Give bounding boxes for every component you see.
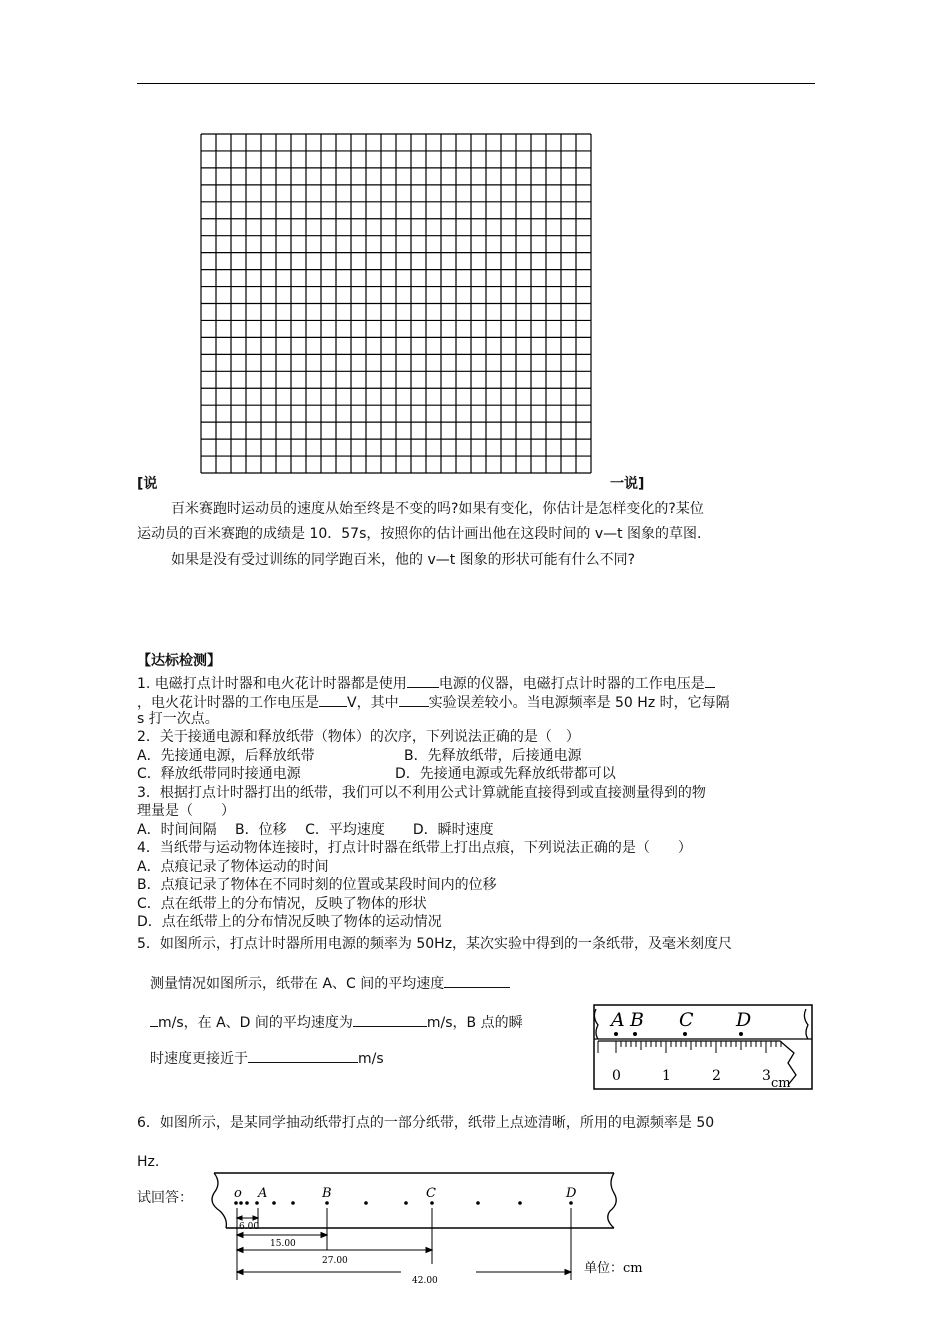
fig5-dot-c [683, 1032, 687, 1036]
section-title: 【达标检测】 [137, 653, 221, 669]
q5-text-b: m/s，在 A、D 间的平均速度为 [158, 1015, 353, 1031]
q1-line2 [137, 692, 730, 712]
q1-line3: s 打一次点。 [137, 711, 219, 727]
q1-text-a: 1. 电磁打点计时器和电火花计时器都是使用 [137, 676, 407, 692]
fig6-label-c: C [426, 1186, 436, 1201]
q2-stem: 2．关于接通电源和释放纸带（物体）的次序，下列说法正确的是（ ） [137, 729, 580, 745]
fig6-dim-27: 27.00 [322, 1256, 348, 1266]
q5-text-e: m/s [358, 1051, 384, 1067]
fig6-dim-42: 42.00 [412, 1276, 438, 1286]
fig6-tape-left-break [212, 1173, 226, 1228]
fig6-label-b: B [322, 1186, 332, 1201]
fig6-label-o: o [234, 1186, 242, 1201]
q2-option-b: B．先释放纸带，后接通电源 [404, 748, 582, 764]
q2-option-a: A．先接通电源，后释放纸带 [137, 748, 315, 764]
q2-option-c: C．释放纸带同时接通电源 [137, 766, 301, 782]
q6-line2: Hz. [137, 1154, 160, 1170]
q1-blank-4[interactable] [399, 692, 429, 707]
fig6-tape-right-break [608, 1173, 617, 1228]
q1-blank-1[interactable] [407, 673, 439, 688]
fig6-dim-15: 15.00 [270, 1239, 296, 1249]
para1-line2: 运动员的百米赛跑的成绩是 10．57s，按照你的估计画出他在这段时间的 v—t 图象的草图. [137, 526, 702, 542]
q1-text-b: 电源的仪器，电磁打点计时器的工作电压是 [438, 676, 705, 692]
q4-option-c: C．点在纸带上的分布情况，反映了物体的形状 [137, 896, 427, 912]
q1-text-e: 实验误差较小。当电源频率是 50 Hz 时，它每隔 [428, 695, 730, 711]
fig5-tick-0: 0 [612, 1068, 621, 1084]
fig6-label-a: A [258, 1186, 268, 1201]
q2-option-d: D．先接通电源或先释放纸带都可以 [395, 766, 616, 782]
fig5-label-c: C [679, 1009, 694, 1031]
fig5-label-d: D [736, 1009, 752, 1031]
q5-line2 [150, 1012, 523, 1032]
q4-option-b: B．点痕记录了物体在不同时刻的位置或某段时间内的位移 [137, 877, 497, 893]
fig6-dim-6: 6.00 [239, 1222, 260, 1232]
q6-line1: 6．如图所示，是某同学抽动纸带打点的一部分纸带，纸带上点迹清晰，所用的电源频率是 50 [137, 1115, 715, 1131]
header-rule [137, 83, 815, 84]
q5-line1 [150, 973, 510, 993]
fig5-dot-a [614, 1032, 618, 1036]
q3-options: A．时间间隔 B．位移 C．平均速度 D．瞬时速度 [137, 822, 494, 838]
q1-line1 [137, 673, 715, 693]
say-open: [说 [137, 476, 158, 492]
q1-blank-2[interactable] [705, 673, 715, 688]
q5-blank-3[interactable] [248, 1048, 358, 1063]
q5-text-d: 时速度更接近于 [150, 1051, 248, 1067]
fig5-dot-d [739, 1032, 743, 1036]
fig6-unit-label: 单位：cm [584, 1261, 643, 1276]
q3-stem-2: 理量是（ ） [137, 803, 235, 819]
q1-text-c: ，电火花计时器的工作电压是 [137, 695, 319, 711]
q1-blank-3[interactable] [319, 692, 347, 707]
q4-option-d: D．点在纸带上的分布情况反映了物体的运动情况 [137, 914, 442, 930]
fig5-tick-2: 2 [712, 1068, 721, 1084]
q5-line3 [150, 1048, 384, 1068]
say-close: 一说] [610, 476, 645, 492]
fig5-tick-3: 3 [762, 1068, 771, 1084]
para2: 如果是没有受过训练的同学跑百米，他的 v—t 图象的形状可能有什么不同? [171, 552, 636, 568]
fig6-label-d: D [566, 1186, 577, 1201]
q5-blank-2[interactable] [353, 1012, 427, 1027]
q5-blank-1-cont[interactable] [150, 1012, 158, 1027]
fig6-dots [234, 1201, 573, 1205]
para1-line1: 百米赛跑时运动员的速度从始至终是不变的吗?如果有变化，你估计是怎样变化的?某位 [171, 501, 704, 517]
fig5-dot-b [633, 1032, 637, 1036]
q4-option-a: A．点痕记录了物体运动的时间 [137, 859, 329, 875]
q3-stem-1: 3．根据打点计时器打出的纸带，我们可以不利用公式计算就能直接得到或直接测量得到的物 [137, 785, 706, 801]
q6-line3: 试回答： [137, 1190, 193, 1206]
q1-text-d: V，其中 [347, 695, 399, 711]
q5-text-a: 测量情况如图所示，纸带在 A、C 间的平均速度 [150, 976, 445, 992]
fig5-label-a: A [611, 1009, 625, 1031]
fig5-tick-1: 1 [662, 1068, 671, 1084]
q5-blank-1[interactable] [444, 973, 510, 988]
fig5-unit: cm [771, 1076, 791, 1091]
q5-stem: 5．如图所示，打点计时器所用电源的频率为 50Hz，某次实验中得到的一条纸带，及毫米刻度尺 [137, 936, 733, 952]
q5-text-c: m/s，B 点的瞬 [426, 1015, 523, 1031]
figure-5-tape-ruler [592, 1003, 814, 1091]
q4-stem: 4．当纸带与运动物体连接时，打点计时器在纸带上打出点痕，下列说法正确的是（ ） [137, 840, 692, 856]
fig5-label-b: B [630, 1009, 644, 1031]
figure-6-paper-tape [196, 1168, 643, 1288]
graph-grid [198, 131, 594, 476]
